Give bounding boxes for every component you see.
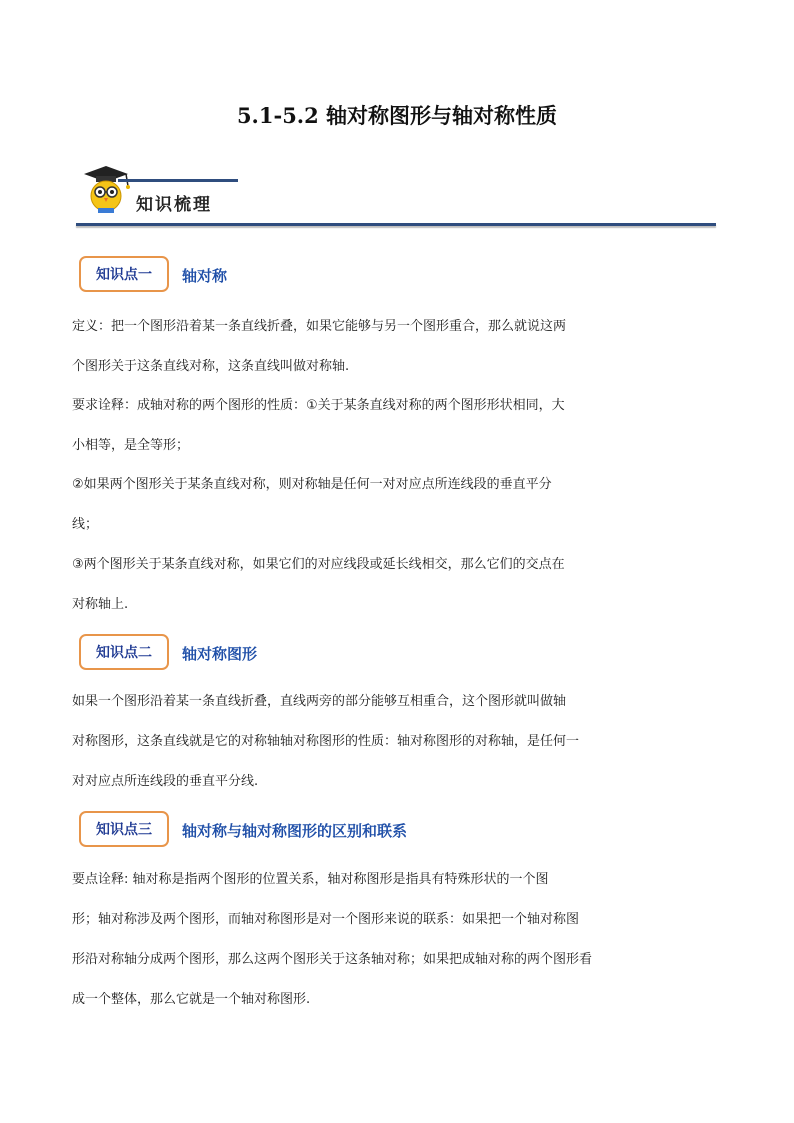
paragraph-line: 对称轴上. — [72, 597, 129, 612]
section-tag-3: 知识点三 — [79, 811, 169, 847]
paragraph-line: 要求诠释：成轴对称的两个图形的性质：①关于某条直线对称的两个图形形状相同，大 — [72, 398, 565, 413]
knowledge-summary-banner — [72, 160, 720, 232]
banner-top-rule — [118, 179, 238, 182]
section-heading-2: 轴对称图形 — [182, 645, 258, 663]
banner-label: 知识梳理 — [136, 195, 212, 215]
paragraph-line: 个图形关于这条直线对称，这条直线叫做对称轴. — [72, 359, 350, 374]
paragraph-line: 定义：把一个图形沿着某一条直线折叠，如果它能够与另一个图形重合，那么就说这两 — [72, 319, 567, 334]
page-title: 5.1-5.2 轴对称图形与轴对称性质 — [236, 103, 558, 128]
paragraph-line: ③两个图形关于某条直线对称，如果它们的对应线段或延长线相交，那么它们的交点在 — [72, 557, 565, 572]
paragraph-line: 要点诠释: 轴对称是指两个图形的位置关系，轴对称图形是指具有特殊形状的一个图 — [72, 872, 549, 887]
paragraph-line: ②如果两个图形关于某条直线对称，则对称轴是任何一对对应点所连线段的垂直平分 — [72, 477, 552, 492]
paragraph-line: 如果一个图形沿着某一条直线折叠，直线两旁的部分能够互相重合，这个图形就叫做轴 — [72, 694, 567, 709]
paragraph-line: 小相等，是全等形； — [72, 438, 190, 453]
paragraph-line: 对称图形，这条直线就是它的对称轴轴对称图形的性质：轴对称图形的对称轴，是任何一 — [72, 734, 580, 749]
paragraph-line: 形沿对称轴分成两个图形，那么这两个图形关于这条轴对称；如果把成轴对称的两个图形看 — [72, 952, 593, 967]
paragraph-line: 线； — [72, 517, 99, 532]
section-tag-1: 知识点一 — [79, 256, 169, 292]
paragraph-line: 形；轴对称涉及两个图形，而轴对称图形是对一个图形来说的联系：如果把一个轴对称图 — [72, 912, 580, 927]
paragraph-line: 成一个整体，那么它就是一个轴对称图形. — [72, 992, 311, 1007]
graduate-owl-icon — [78, 160, 134, 216]
paragraph-line: 对对应点所连线段的垂直平分线. — [72, 774, 259, 789]
banner-underline — [76, 223, 716, 226]
section-heading-3: 轴对称与轴对称图形的区别和联系 — [182, 822, 408, 840]
section-heading-1: 轴对称 — [182, 267, 228, 285]
section-tag-2: 知识点二 — [79, 634, 169, 670]
